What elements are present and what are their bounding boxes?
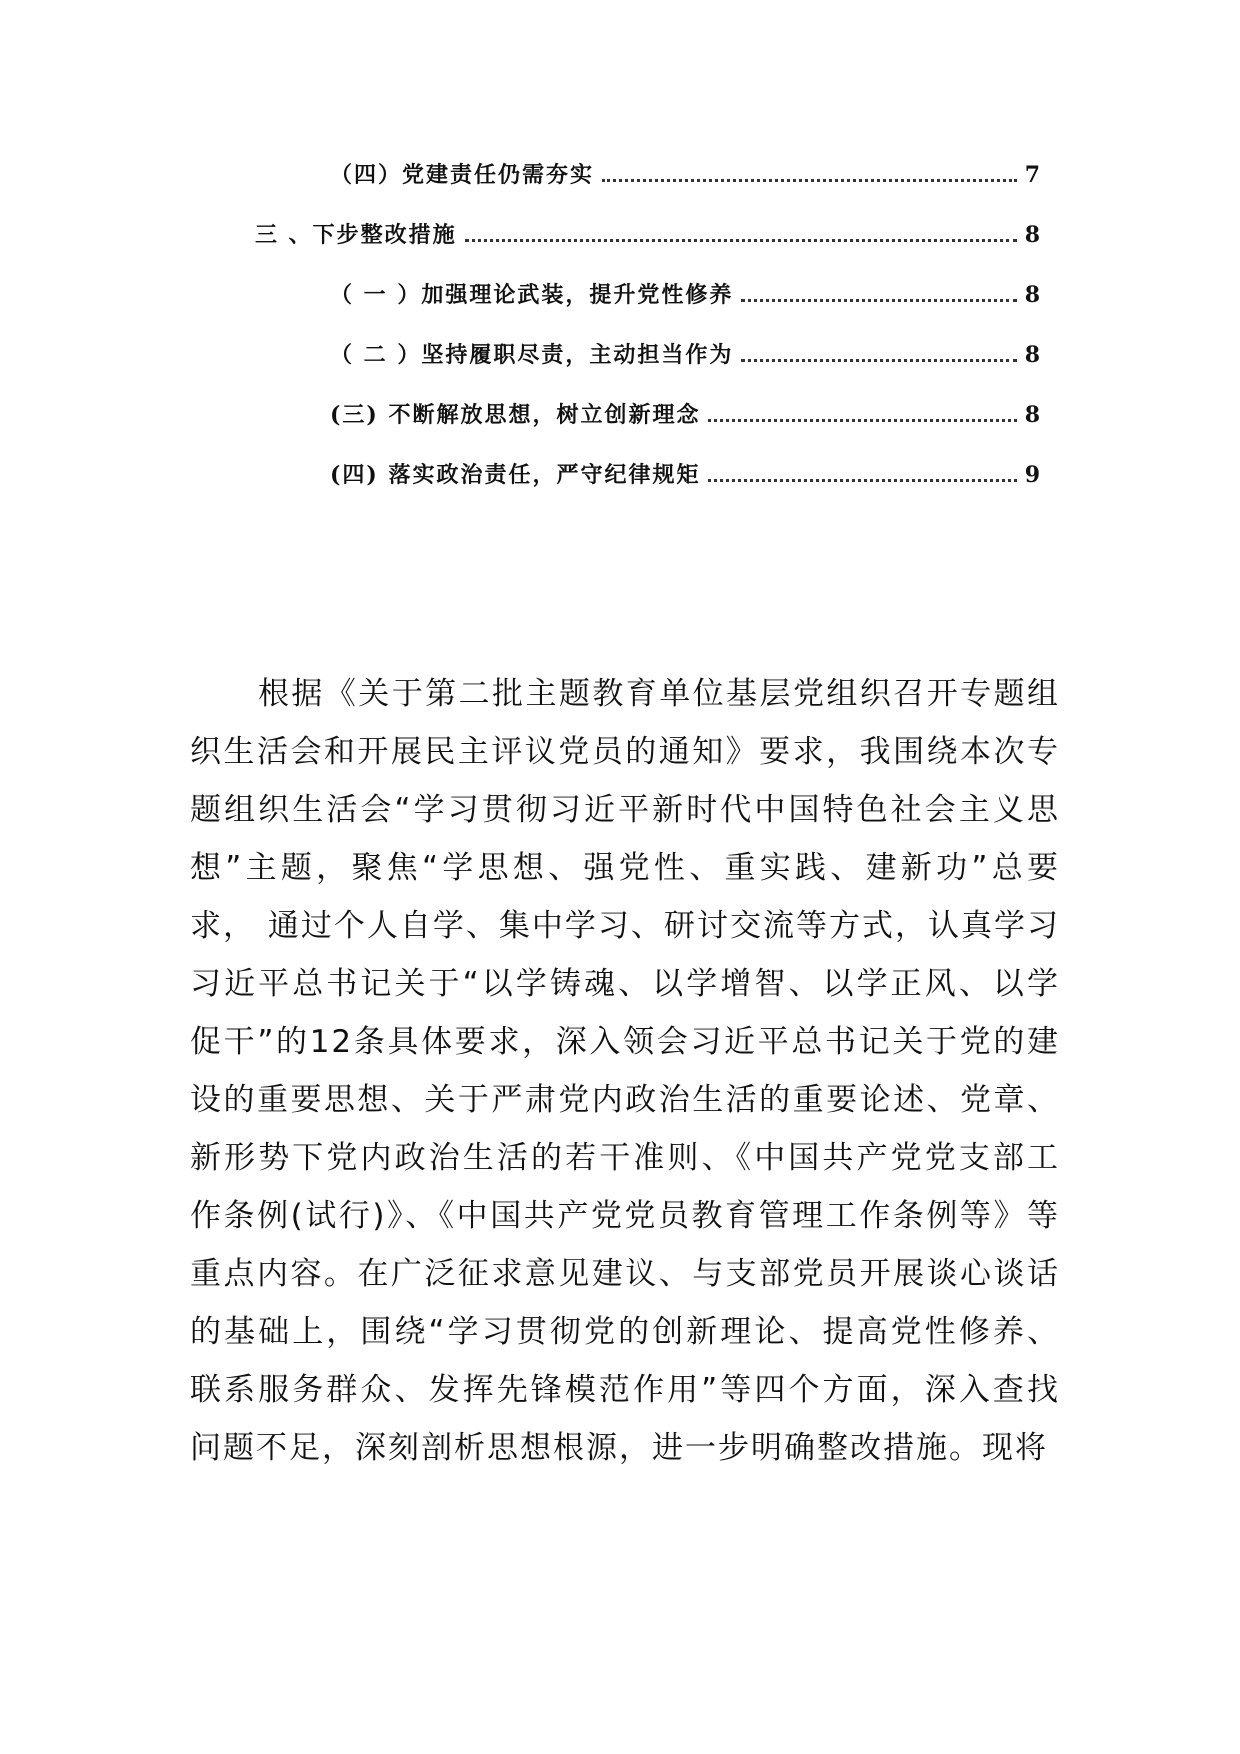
toc-entry[interactable] [330,150,1040,190]
toc-entry[interactable] [330,330,1040,370]
toc-page-number: 8 [1024,342,1040,368]
toc-page-number: 8 [1024,222,1040,248]
toc-entry-title: (四) 落实政治责任，严守纪律规矩 [330,462,701,488]
toc-leader-dots [741,299,1016,302]
toc-leader-dots [708,479,1016,482]
toc-entry-title: （ 一 ）加强理论武装，提升党性修养 [330,282,734,308]
toc-entry[interactable] [255,210,1040,250]
toc-entry-title: (三) 不断解放思想，树立创新理念 [330,402,701,428]
toc-entry-title: 三 、下步整改措施 [255,222,457,248]
toc-entry[interactable] [330,450,1040,490]
toc-entry-title: （ 二 ）坚持履职尽责，主动担当作为 [330,342,734,368]
toc-page-number: 8 [1024,402,1040,428]
toc-leader-dots [465,239,1017,242]
toc-leader-dots [708,419,1016,422]
toc-entry-title: （四）党建责任仍需夯实 [330,162,595,188]
toc-entry[interactable] [330,390,1040,430]
toc-entry[interactable] [330,270,1040,310]
toc-page-number: 9 [1024,462,1040,488]
body-paragraph: 根据《关于第二批主题教育单位基层党组织召开专题组织生活会和开展民主评议党员的通知》要求，我围绕本次专题组织生活会“学习贯彻习近平新时代中国特色社会主义思想”主题，聚焦“学思想、强党性、重实践、建新功”总要求， 通过个人自学、集中学习、研讨交流等方式，认真学习习近平总书记关于“以学铸魂、以学增智、以学正风、以学促干”的12条具体要求，深入领会习近平总书记关于党的建设的重要思想、关于严肃党内政治生活的重要论述、党章、新形势下党内政治生活的若干准则、《中国共产党党支部工作条例(试行)》、《中国共产党党员教育管理工作条例等》等重点内容。在广泛征求意见建议、与支部党员开展谈心谈话的基础上，围绕“学习贯彻党的创新理论、提高党性修养、联系服务群众、发挥先锋模范作用”等四个方面，深入查找问题不足，深刻剖析思想根源，进一步明确整改措施。现将 [190,676,1060,1466]
toc-page-number: 7 [1024,162,1040,188]
toc-page-number: 8 [1024,282,1040,308]
toc-leader-dots [741,359,1016,362]
toc-leader-dots [602,179,1017,182]
